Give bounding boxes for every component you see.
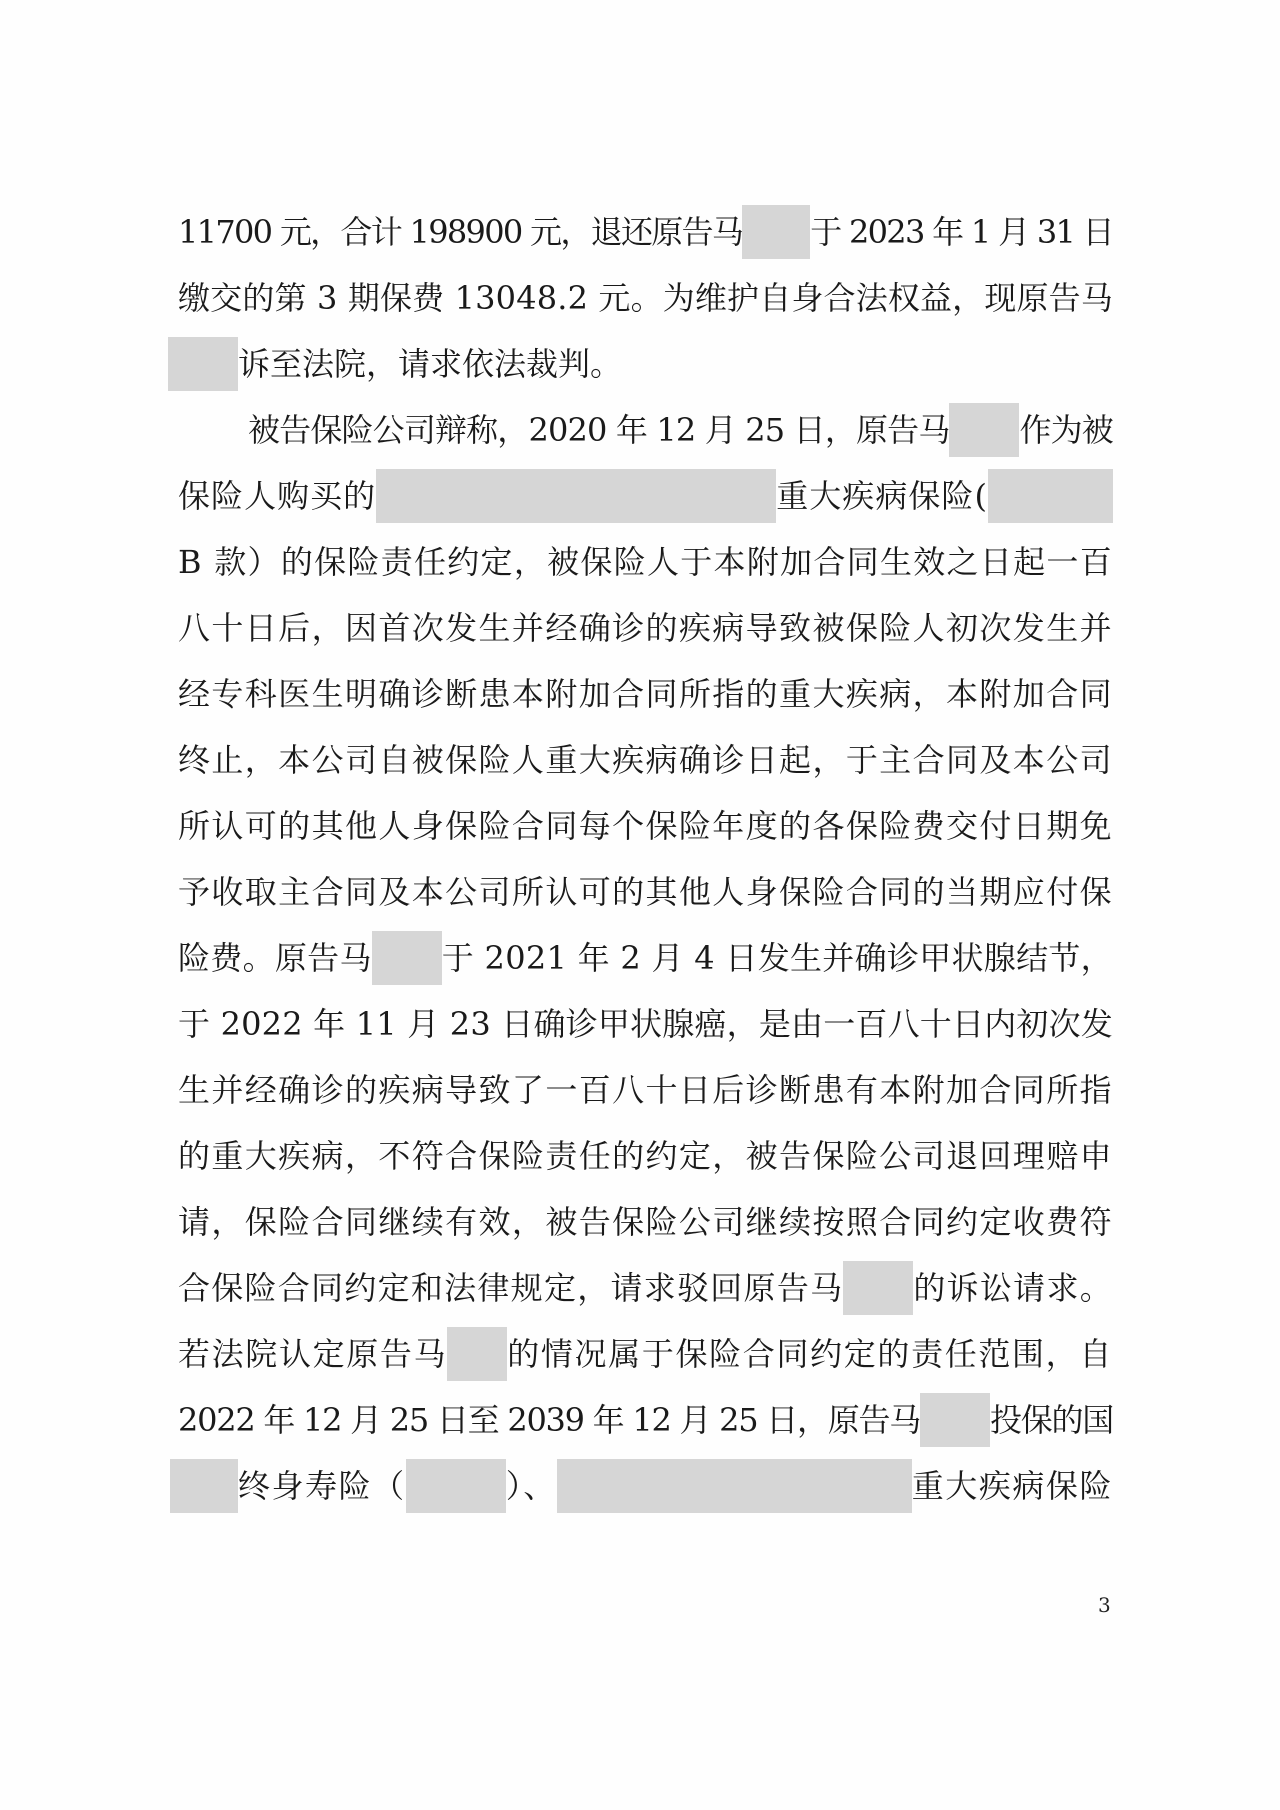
redaction-block bbox=[168, 337, 238, 391]
text-line bbox=[178, 276, 1113, 320]
text-segment: 重大疾病保险 bbox=[911, 1467, 1113, 1505]
text-segment: 作为被 bbox=[1019, 411, 1113, 449]
text-segment: 的诉讼请求。 bbox=[913, 1269, 1113, 1307]
text-line bbox=[248, 408, 1113, 452]
redaction-block bbox=[742, 205, 810, 259]
redaction-block bbox=[170, 1459, 238, 1513]
text-segment: 保险人购买的 bbox=[178, 477, 377, 515]
redaction-block bbox=[557, 1459, 912, 1513]
text-segment: 若法院认定原告马 bbox=[178, 1335, 448, 1373]
text-segment: 2022 年 12 月 25 日至 2039 年 12 月 25 日，原告马 bbox=[178, 1401, 920, 1439]
text-segment: 缴交的第 3 期保费 13048.2 元。为维护自身合法权益，现原告马 bbox=[178, 279, 1113, 317]
text-segment: 投保的国 bbox=[990, 1401, 1113, 1439]
text-segment: B 款）的保险责任约定，被保险人于本附加合同生效之日起一百 bbox=[178, 543, 1113, 581]
redaction-block bbox=[376, 469, 776, 523]
text-segment: 终止，本公司自被保险人重大疾病确诊日起，于主合同及本公司 bbox=[178, 741, 1113, 779]
text-segment: 于 2022 年 11 月 23 日确诊甲状腺癌，是由一百八十日内初次发 bbox=[178, 1005, 1113, 1043]
text-segment: 所认可的其他人身保险合同每个保险年度的各保险费交付日期免 bbox=[178, 807, 1113, 845]
text-segment: 经专科医生明确诊断患本附加合同所指的重大疾病，本附加合同 bbox=[178, 675, 1113, 713]
text-line bbox=[178, 210, 1113, 254]
text-segment: 险费。原告马 bbox=[178, 939, 372, 977]
text-segment: 的重大疾病，不符合保险责任的约定，被告保险公司退回理赔申 bbox=[178, 1137, 1113, 1175]
redaction-block bbox=[447, 1327, 507, 1381]
text-segment: 11700 元，合计 198900 元，退还原告马 bbox=[178, 213, 743, 251]
redaction-block bbox=[406, 1459, 506, 1513]
text-line bbox=[178, 540, 1113, 584]
redaction-block bbox=[988, 469, 1113, 523]
text-segment: 生并经确诊的疾病导致了一百八十日后诊断患有本附加合同所指 bbox=[178, 1071, 1113, 1109]
text-segment: 八十日后，因首次发生并经确诊的疾病导致被保险人初次发生并 bbox=[178, 609, 1113, 647]
text-line bbox=[178, 870, 1113, 914]
redaction-block bbox=[843, 1261, 913, 1315]
text-line bbox=[178, 1200, 1113, 1244]
text-line bbox=[178, 1332, 1113, 1376]
text-line bbox=[178, 1002, 1113, 1046]
text-line bbox=[178, 1068, 1113, 1112]
text-line bbox=[178, 1398, 1113, 1442]
text-segment: ）、 bbox=[505, 1467, 557, 1505]
text-segment: 的情况属于保险合同约定的责任范围，自 bbox=[507, 1335, 1113, 1373]
text-line bbox=[168, 342, 1113, 386]
redaction-block bbox=[920, 1393, 990, 1447]
text-segment: 请，保险合同继续有效，被告保险公司继续按照合同约定收费符 bbox=[178, 1203, 1113, 1241]
text-line bbox=[178, 738, 1113, 782]
text-segment: 于 2023 年 1 月 31 日 bbox=[810, 213, 1113, 251]
redaction-block bbox=[949, 403, 1019, 457]
text-segment: 合保险合同约定和法律规定，请求驳回原告马 bbox=[178, 1269, 844, 1307]
text-line bbox=[178, 1134, 1113, 1178]
text-line bbox=[178, 1266, 1113, 1310]
text-segment: 被告保险公司辩称，2020 年 12 月 25 日，原告马 bbox=[248, 411, 950, 449]
text-segment: 终身寿险（ bbox=[238, 1467, 406, 1505]
text-segment: 重大疾病保险( bbox=[776, 477, 988, 515]
text-line bbox=[178, 474, 1113, 518]
text-segment: 予收取主合同及本公司所认可的其他人身保险合同的当期应付保 bbox=[178, 873, 1113, 911]
text-line bbox=[178, 606, 1113, 650]
text-line bbox=[170, 1464, 1113, 1508]
text-line bbox=[178, 936, 1113, 980]
text-line bbox=[178, 804, 1113, 848]
redaction-block bbox=[372, 931, 442, 985]
page-number: 3 bbox=[1098, 1593, 1111, 1617]
text-line bbox=[178, 672, 1113, 716]
text-segment: 诉至法院，请求依法裁判。 bbox=[238, 345, 623, 383]
text-segment: 于 2021 年 2 月 4 日发生并确诊甲状腺结节， bbox=[441, 939, 1113, 977]
